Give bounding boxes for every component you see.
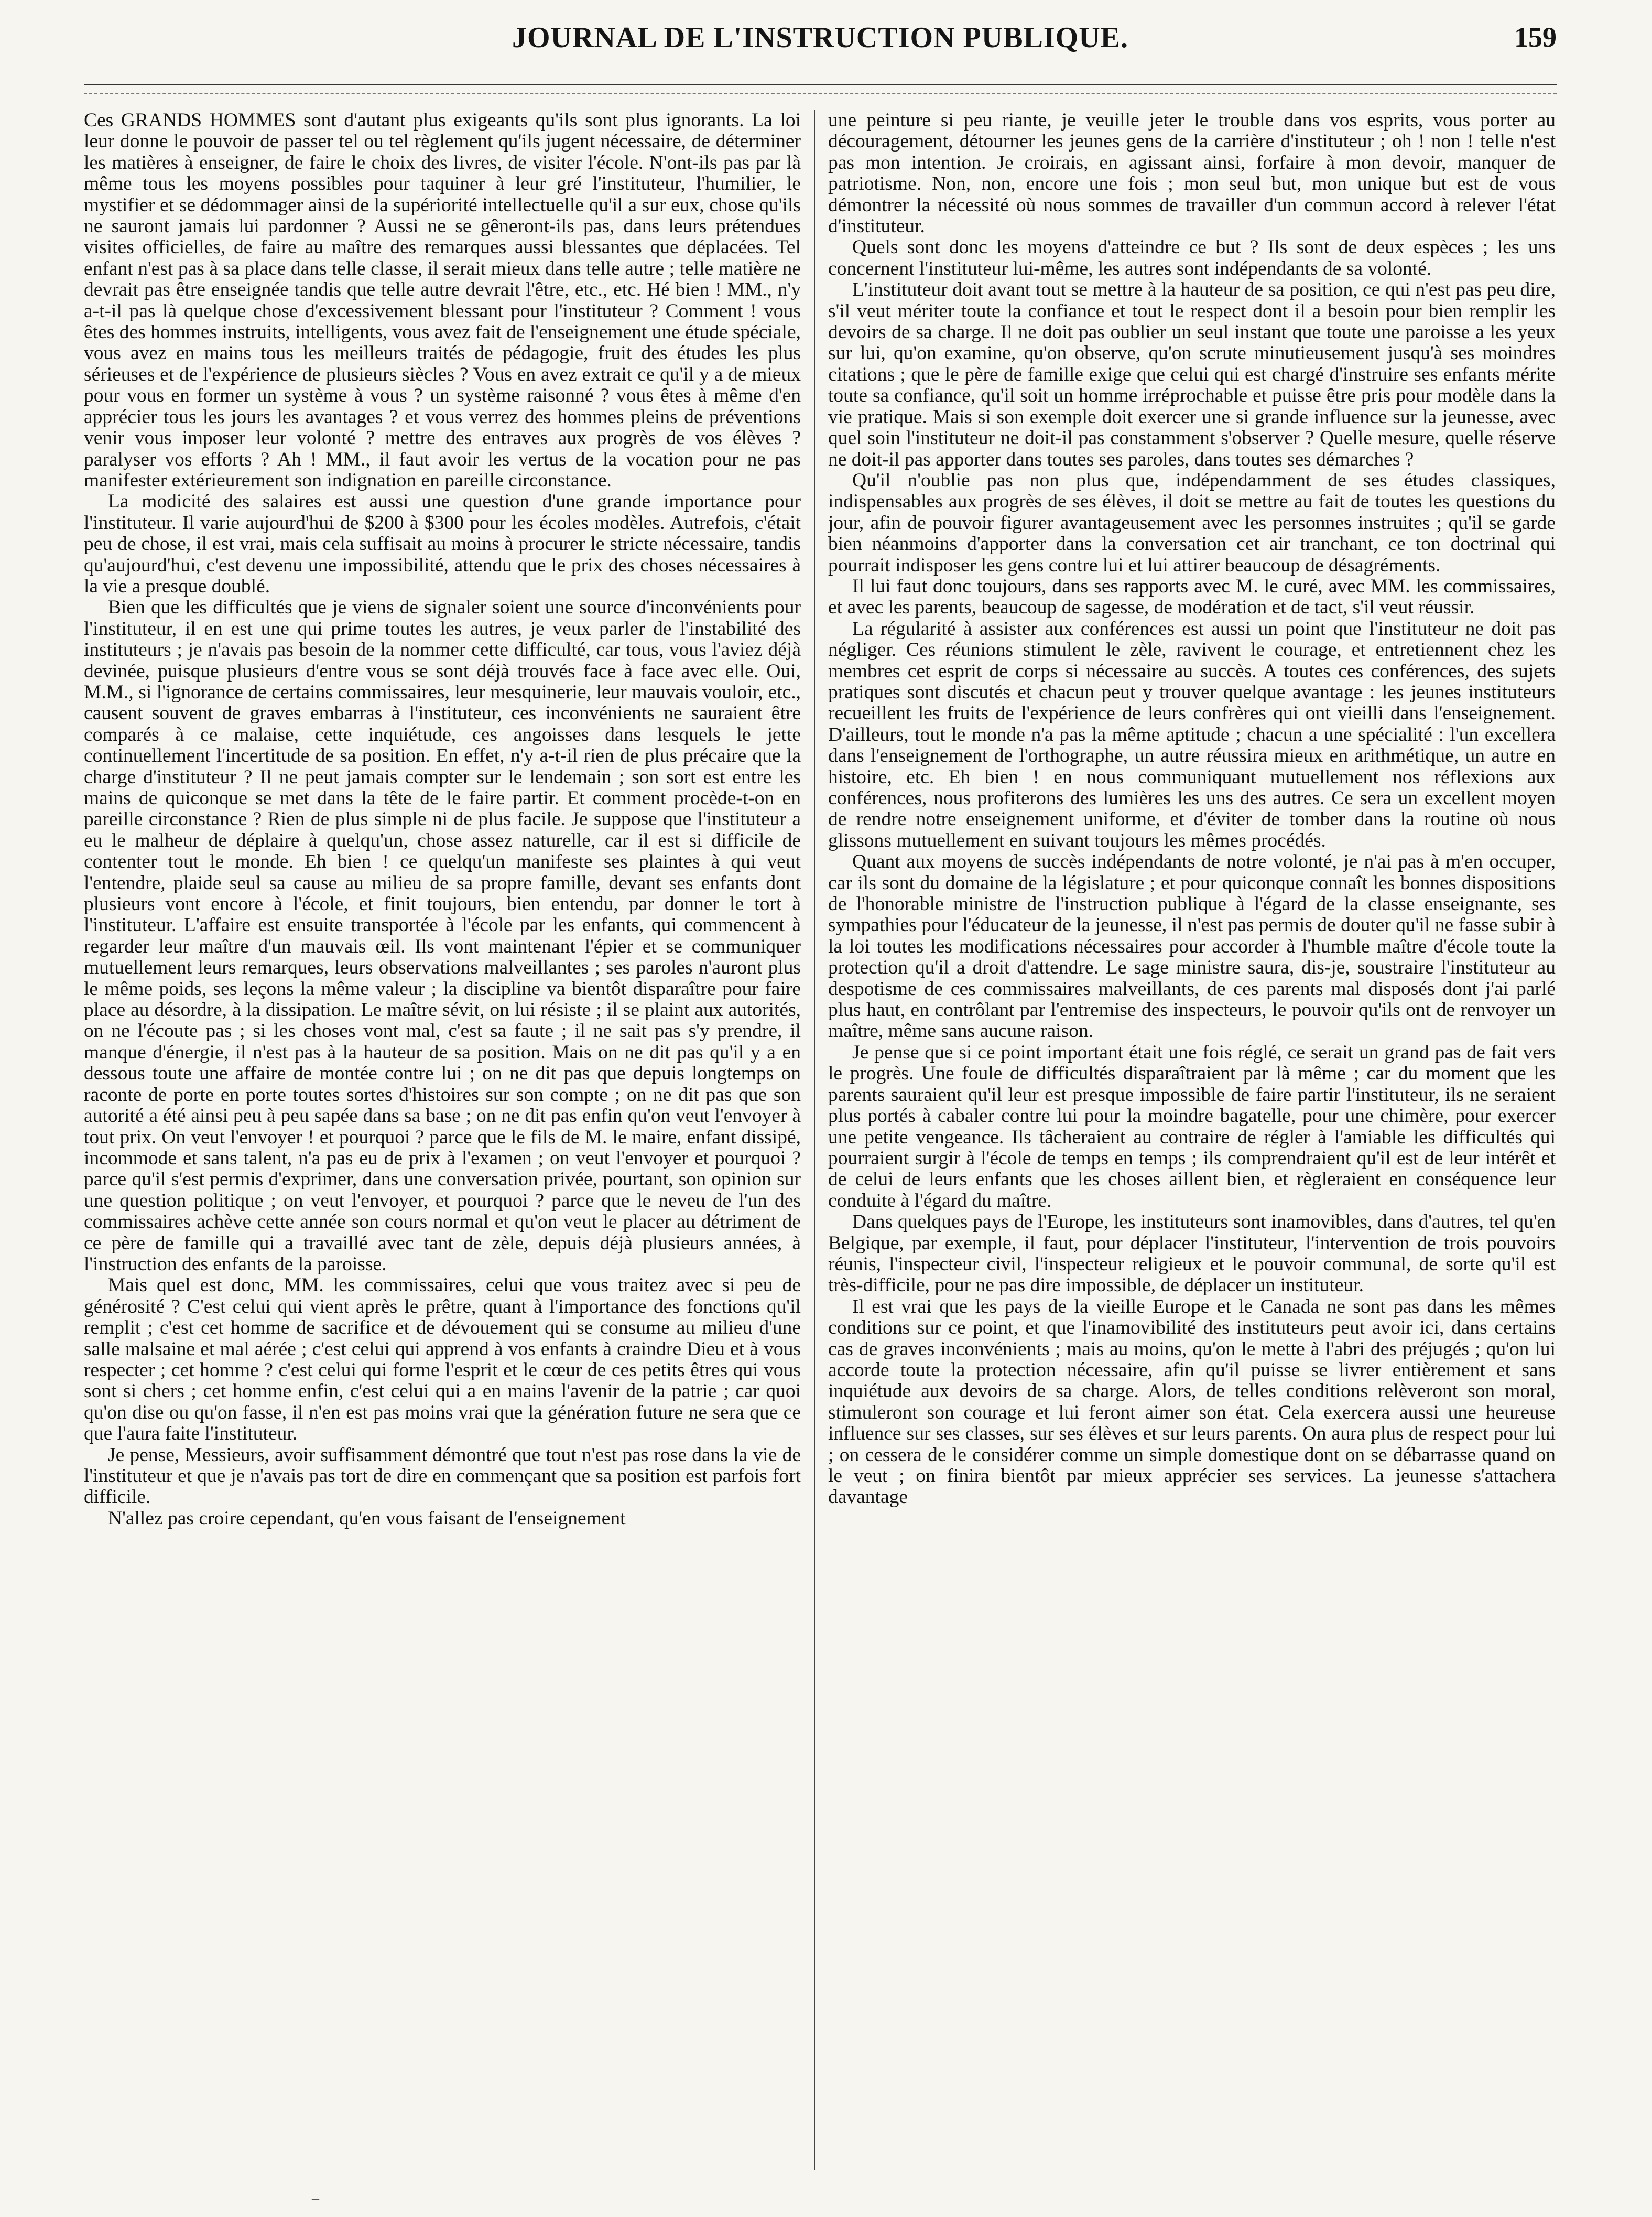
paragraph: Quels sont donc les moyens d'atteindre ce but ? Ils sont de deux espèces ; les uns concernent l'instituteur lui-même, les autres sont indépendants de sa volonté. bbox=[828, 236, 1556, 279]
paragraph: Il lui faut donc toujours, dans ses rapports avec M. le curé, avec MM. les commissaires, et avec les parents, beaucoup de sagesse, de modération et de tact, s'il veut réussir. bbox=[828, 575, 1556, 619]
paragraph: Je pense, Messieurs, avoir suffisamment démontré que tout n'est pas rose dans la vie de l'instituteur et que je n'avais pas tort de dire en commençant que sa position est parfois fort difficile. bbox=[84, 1444, 801, 1508]
paragraph: Ces GRANDS HOMMES sont d'autant plus exigeants qu'ils sont plus ignorants. La loi leur donne le pouvoir de passer tel ou tel règlement qu'ils jugent nécessaire, de déterminer les matières à enseigner, de faire le choix des livres, de visiter l'école. N'ont-ils pas par là même tous les moyens possibles pour taquiner à leur gré l'instituteur, l'humilier, le mystifier et se dédommager ainsi de la supériorité intellectuelle qu'il a sur eux, chose qu'ils ne sauront jamais lui pardonner ? Aussi ne se gêneront-ils pas, dans leurs prétendues visites officielles, de faire au maître des remarques aussi blessantes que déplacées. Tel enfant n'est pas à sa place dans telle classe, il serait mieux dans telle autre ; telle matière ne devrait pas être enseignée tandis que telle autre devrait l'être, etc., etc. Hé bien ! MM., n'y a-t-il pas là quelque chose d'excessivement blessant pour l'instituteur ? Comment ! vous êtes des hommes instruits, intelligents, vous avez fait de l'enseignement une étude spéciale, vous avez en mains tous les meilleurs traités de pédagogie, fruit des études les plus sérieuses et de l'expérience de plusieurs siècles ? Vous en avez extrait ce qu'il y a de mieux pour vous en former un système à vous ? un système raisonné ? vous êtes à même d'en apprécier tous les jours les avantages ? et vous verrez des hommes pleins de préventions venir vous imposer leur volonté ? mettre des entraves aux progrès de vos élèves ? paralyser vos efforts ? Ah ! MM., il faut avoir les vertus de la vocation pour ne pas manifester extérieurement son indignation en pareille circonstance. bbox=[84, 110, 801, 491]
left-column bbox=[84, 110, 801, 2170]
page-header bbox=[84, 21, 1557, 63]
paragraph: une peinture si peu riante, je veuille jeter le trouble dans vos esprits, vous porter au découragement, détourner les jeunes gens de la carrière d'instituteur ; oh ! non ! telle n'est pas mon intention. Je croirais, en agissant ainsi, forfaire à mon devoir, manquer de patriotisme. Non, non, encore une fois ; mon seul but, mon unique but est de vous démontrer la nécessité où nous sommes de travailler d'un commun accord à relever l'état d'instituteur. bbox=[828, 110, 1556, 237]
journal-title: JOURNAL DE L'INSTRUCTION PUBLIQUE. bbox=[512, 21, 1128, 54]
page-number: 159 bbox=[1514, 21, 1557, 53]
header-rule-dashed bbox=[84, 93, 1557, 94]
column-divider bbox=[814, 110, 815, 2170]
paragraph: La modicité des salaires est aussi une question d'une grande importance pour l'instituteur. Il varie aujourd'hui de $200 à $300 pour les écoles modèles. Autrefois, c'était peu de chose, il est vrai, mais cela suffisait au moins à procurer le stricte nécessaire, tandis qu'aujourd'hui, c'est devenu une impossibilité, attendu que le prix des choses nécessaires à la vie a presque doublé. bbox=[84, 491, 801, 597]
right-column bbox=[828, 110, 1556, 2170]
paragraph: N'allez pas croire cependant, qu'en vous faisant de l'enseignement bbox=[108, 1507, 626, 1529]
paragraph: Qu'il n'oublie pas non plus que, indépendamment de ses études classiques, indispensables aux progrès de ses élèves, il doit se mettre au fait de toutes les questions du jour, afin de pouvoir figurer avantageusement avec les personnes instruites ; qu'il se garde bien néanmoins d'apporter dans la conversation cet air tranchant, ce ton doctrinal qui pourrait indisposer les gens contre lui et lui attirer beaucoup de désagréments. bbox=[828, 469, 1556, 576]
footer-mark: – bbox=[312, 2190, 319, 2207]
paragraph: L'instituteur doit avant tout se mettre à la hauteur de sa position, ce qui n'est pas peu dire, s'il veut mériter toute la confiance et tout le respect dont il a besoin pour bien remplir les devoirs de sa charge. Il ne doit pas oublier un seul instant que toute une paroisse a les yeux sur lui, qu'on examine, qu'on observe, qu'on scrute minutieusement jusqu'à ses moindres citations ; que le père de famille exige que celui qui est chargé d'instruire ses enfants mérite toute sa confiance, qu'il soit un homme irréprochable et puisse être pris pour modèle dans la vie pratique. Mais si son exemple doit exercer une si grande influence sur la jeunesse, avec quel soin l'instituteur ne doit-il pas constamment s'observer ? Quelle mesure, quelle réserve ne doit-il pas apporter dans toutes ses paroles, dans toutes ses démarches ? bbox=[828, 279, 1556, 470]
paragraph: Quant aux moyens de succès indépendants de notre volonté, je n'ai pas à m'en occuper, car ils sont du domaine de la législature ; et pour quiconque connaît les bonnes dispositions de l'honorable ministre de l'instruction publique à l'égard de la classe enseignante, ses sympathies pour l'éducateur de la jeunesse, il n'est pas permis de douter qu'il ne fasse subir à la loi toutes les modifications nécessaires pour accorder à l'humble maître d'école toute la protection qu'il a droit d'attendre. Le sage ministre saura, dis-je, soustraire l'instituteur au despotisme de ces commissaires malveillants, de ces parents mal disposés dont j'ai parlé plus haut, en contrôlant par l'entremise des inspecteurs, le pouvoir qu'ils ont de renvoyer un maître, même sans aucune raison. bbox=[828, 851, 1556, 1042]
paragraph: Mais quel est donc, MM. les commissaires, celui que vous traitez avec si peu de générosité ? C'est celui qui vient après le prêtre, quant à l'importance des fonctions qu'il remplit ; c'est cet homme de sacrifice et de dévouement qui se consume au milieu d'une salle malsaine et mal aérée ; c'est celui qui apprend à vos enfants à craindre Dieu et à vous respecter ; cet homme ? c'est celui qui forme l'esprit et le cœur de ces petits êtres qui vous sont si chers ; cet homme enfin, c'est celui qui a en mains l'avenir de la patrie ; car quoi qu'on dise ou qu'on fasse, il n'en est pas moins vrai que la génération future ne sera que ce que l'aura faite l'instituteur. bbox=[84, 1274, 801, 1445]
paragraph: Dans quelques pays de l'Europe, les instituteurs sont inamovibles, dans d'autres, tel qu'en Belgique, par exemple, il faut, pour déplacer l'instituteur, l'intervention de trois pouvoirs réunis, l'inspecteur civil, l'inspecteur religieux et le pouvoir communal, de sorte qu'il est très-difficile, pour ne pas dire impossible, de déplacer un instituteur. bbox=[828, 1211, 1556, 1296]
paragraph: La régularité à assister aux conférences est aussi un point que l'instituteur ne doit pas négliger. Ces réunions stimulent le zèle, ravivent le courage, et entretiennent chez les membres cet esprit de corps si nécessaire au succès. A toutes ces conférences, des sujets pratiques sont discutés et chacun peut y trouver quelque avantage : les jeunes instituteurs recueillent les fruits de l'expérience de leurs confrères qui ont vieilli dans l'enseignement. D'ailleurs, tout le monde n'a pas la même aptitude ; chacun a une spécialité : l'un excellera dans l'enseignement de l'orthographe, un autre réussira mieux en arithmétique, un autre en histoire, etc. Eh bien ! en nous communiquant mutuellement nos réflexions aux conférences, nous profiterons des lumières les uns des autres. Ce sera un excellent moyen de rendre notre enseignement uniforme, et d'éviter de tomber dans la routine où nous glissons mutuellement en suivant toujours les mêmes procédés. bbox=[828, 618, 1556, 851]
header-rule bbox=[84, 84, 1557, 85]
paragraph: Il est vrai que les pays de la vieille Europe et le Canada ne sont pas dans les mêmes conditions sur ce point, et que l'inamovibilité des instituteurs peut avoir ici, dans certains cas de graves inconvénients ; mais au moins, qu'on le mette à l'abri des préjugés ; qu'on lui accorde toute la protection nécessaire, afin qu'il puisse se livrer entièrement et sans inquiétude aux devoirs de sa charge. Alors, de telles conditions relèveront son moral, stimuleront son courage et lui feront aimer son état. Cela exercera aussi une heureuse influence sur ses classes, sur ses élèves et sur leurs parents. On aura plus de respect pour lui ; on cessera de le considérer comme un simple domestique dont on se débarrasse quand on le veut ; on finira bientôt par mieux apprécier ses services. La jeunesse s'attachera davantage bbox=[828, 1295, 1556, 1508]
paragraph: Je pense que si ce point important était une fois réglé, ce serait un grand pas de fait vers le progrès. Une foule de difficultés disparaîtraient par là même ; car du moment que les parents sauraient qu'il leur est presque impossible de faire partir l'instituteur, ils ne seraient plus portés à cabaler contre lui pour la moindre bagatelle, pour une chimère, pour exercer une petite vengeance. Ils tâcheraient au contraire de régler à l'amiable les difficultés qui pourraient surgir à l'école de temps en temps ; ils comprendraient qu'il est de leur intérêt et de celui de leurs enfants que les choses aillent bien, et règleraient en conséquence leur conduite à l'égard du maître. bbox=[828, 1041, 1556, 1212]
paragraph: Bien que les difficultés que je viens de signaler soient une source d'inconvénients pour l'instituteur, il en est une qui prime toutes les autres, je veux parler de l'instabilité des instituteurs ; je n'avais pas besoin de la nommer cette difficulté, car tous, vous l'aviez déjà devinée, puisque plusieurs d'entre vous se sont déjà trouvés face à face avec elle. Oui, M.M., si l'ignorance de certains commissaires, leur mesquinerie, leur mauvais vouloir, etc., causent souvent de graves embarras à l'instituteur, ces inconvénients ne sauraient être comparés à ce malaise, cette inquiétude, ces angoisses dans lesquels le jette continuellement l'incertitude de sa position. En effet, n'y a-t-il rien de plus précaire que la charge d'instituteur ? Il ne peut jamais compter sur le lendemain ; son sort est entre les mains de quiconque se met dans la tête de le faire partir. Et comment procède-t-on en pareille circonstance ? Rien de plus simple ni de plus facile. Je suppose que l'instituteur a eu le malheur de déplaire à quelqu'un, chose assez naturelle, car il est si difficile de contenter tout le monde. Eh bien ! ce quelqu'un manifeste ses plaintes à qui veut l'entendre, plaide seul sa cause au milieu de sa propre famille, devant ses enfants dont plusieurs vont encore à l'école, et finit toujours, bien entendu, par donner le tort à l'instituteur. L'affaire est ensuite transportée à l'école par les enfants, qui commencent à regarder leur maître d'un mauvais œil. Ils vont maintenant l'épier et se communiquer mutuellement leurs remarques, leurs observations malveillantes ; ses paroles n'auront plus le même poids, ses leçons la même valeur ; la discipline va bientôt disparaître pour faire place au désordre, à la dissipation. Le maître sévit, on lui résiste ; il se plaint aux autorités, on ne l'écoute pas ; si les choses vont mal, c'est sa faute ; il ne sait pas s'y prendre, il manque d'énergie, il n'est pas à la hauteur de sa position. Mais on ne dit pas qu'il y a en dessous toute une affaire de montée contre lui ; on ne dit pas que depuis longtemps on raconte de porte en porte toutes sortes d'histoires sur son compte ; on ne dit pas que son autorité a été ainsi peu à peu sapée dans sa base ; on ne dit pas enfin qu'on veut l'envoyer à tout prix. On veut l'envoyer ! et pourquoi ? parce que le fils de M. le maire, enfant dissipé, incommode et sans talent, n'a pas eu de prix à l'examen ; on veut l'envoyer et pourquoi ? parce qu'il s'est permis d'exprimer, dans une conversation privée, pourtant, son opinion sur une question politique ; on veut l'envoyer, et pourquoi ? parce que le neveu de l'un des commissaires achève cette année son cours normal et qu'on veut le placer au détriment de ce père de famille qui a travaillé avec tant de zèle, depuis déjà plusieurs années, à l'instruction des enfants de la paroisse. bbox=[84, 597, 801, 1275]
